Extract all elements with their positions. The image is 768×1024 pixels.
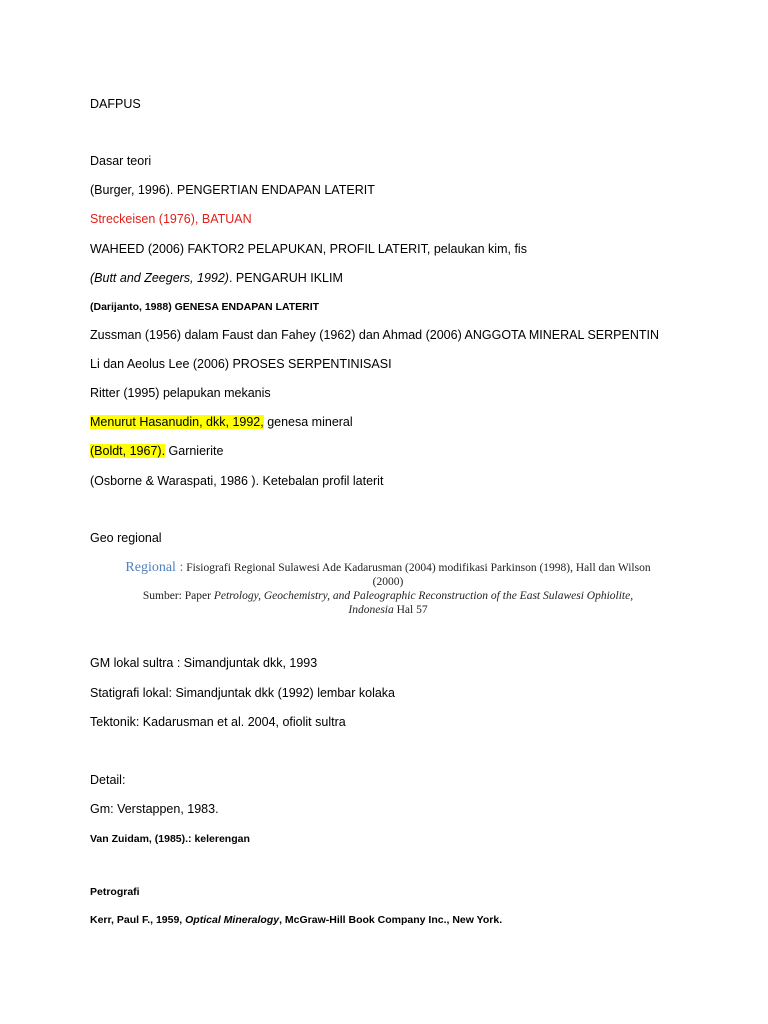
section-heading-petrografi: Petrografi: [90, 886, 140, 898]
ref-burger-citation: (Burger, 1996): [90, 183, 170, 197]
ref-burger-topic: . PENGERTIAN ENDAPAN LATERIT: [169, 183, 375, 197]
ref-burger: [90, 182, 375, 198]
ref-stratigrafi: Statigrafi lokal: Simandjuntak dkk (1992) lembar kolaka: [90, 686, 396, 700]
ref-darijanto: (Darijanto, 1988) GENESA ENDAPAN LATERIT: [90, 301, 320, 313]
ref-butt-citation: (Butt and Zeegers, 1992): [90, 271, 229, 285]
regional-text: Fisiografi Regional Sulawesi Ade Kadarusman (2004) modifikasi Parkinson (1998), Hall dan Wilson: [183, 562, 651, 574]
regional-caption: [90, 561, 686, 617]
ref-butt: [90, 270, 343, 286]
section-heading-dasar-teori: Dasar teori: [90, 154, 152, 168]
regional-label: Regional :: [125, 560, 184, 575]
ref-verstappen: Gm: Verstappen, 1983.: [90, 802, 219, 816]
ref-kerr-publisher: , McGraw-Hill Book Company Inc., New York.: [279, 914, 503, 926]
section-heading-geo-regional: Geo regional: [90, 531, 162, 545]
ref-kerr-title: Optical Mineralogy: [185, 914, 280, 926]
ref-butt-topic: . PENGARUH IKLIM: [228, 271, 343, 285]
ref-streckeisen: Streckeisen (1976), BATUAN: [90, 212, 252, 226]
ref-zussman: Zussman (1956) dalam Faust dan Fahey (1962) dan Ahmad (2006) ANGGOTA MINERAL SERPENTIN: [90, 328, 659, 342]
ref-hasanudin: [90, 414, 353, 430]
ref-osborne: (Osborne & Waraspati, 1986 ). Ketebalan profil laterit: [90, 474, 384, 488]
ref-boldt-highlight: (Boldt, 1967).: [90, 444, 166, 458]
sumber-label: Sumber: Paper: [142, 590, 214, 602]
ref-ritter: Ritter (1995) pelapukan mekanis: [90, 386, 271, 400]
sumber-title: Petrology, Geochemistry, and Paleographic Reconstruction of the East Sulawesi Ophiolite,: [213, 590, 634, 602]
ref-boldt: [90, 443, 223, 459]
ref-kerr-author: Kerr, Paul F., 1959,: [90, 914, 186, 926]
regional-year: (2000): [372, 576, 404, 588]
ref-van-zuidam: Van Zuidam, (1985).: kelerengan: [90, 833, 250, 845]
ref-waheed: WAHEED (2006) FAKTOR2 PELAPUKAN, PROFIL LATERIT, pelaukan kim, fis: [90, 242, 527, 256]
ref-hasanudin-highlight: Menurut Hasanudin, dkk, 1992,: [90, 415, 264, 429]
sumber-country: Indonesia: [348, 604, 394, 616]
sumber-page: Hal 57: [393, 604, 428, 616]
ref-boldt-topic: Garnierite: [165, 444, 224, 458]
ref-hasanudin-topic: genesa mineral: [263, 415, 353, 429]
ref-gm-lokal: GM lokal sultra : Simandjuntak dkk, 1993: [90, 656, 318, 670]
section-heading-detail: Detail:: [90, 773, 126, 787]
page-title: DAFPUS: [90, 97, 141, 111]
ref-kerr: [90, 912, 502, 928]
ref-li: Li dan Aeolus Lee (2006) PROSES SERPENTINISASI: [90, 357, 392, 371]
ref-tektonik: Tektonik: Kadarusman et al. 2004, ofiolit sultra: [90, 715, 346, 729]
